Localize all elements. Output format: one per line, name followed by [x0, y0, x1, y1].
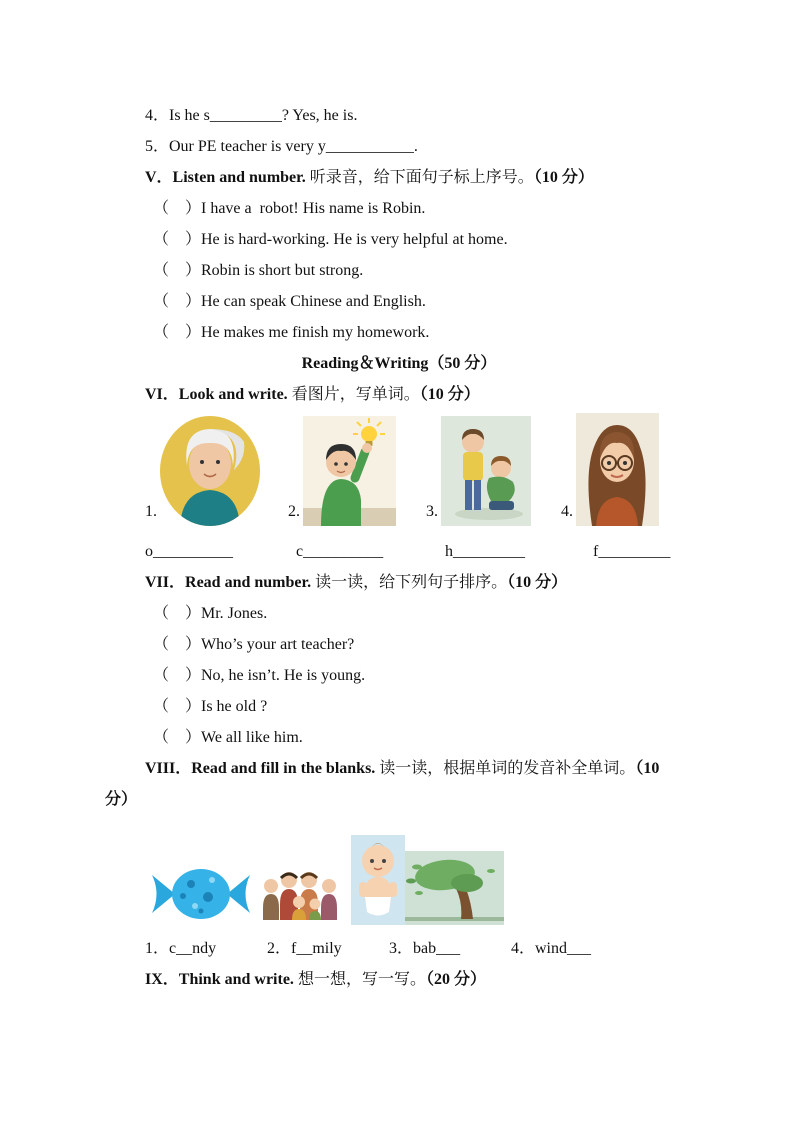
answer-word-4: 4．wind___: [511, 940, 592, 957]
section-vi-heading: [105, 379, 693, 410]
listen-item-1: （ ）I have a robot! His name is Robin.: [153, 200, 426, 217]
section-v-title-zh: 听录音，给下面句子标上序号。: [305, 169, 534, 186]
answer-word-1: 1．c__ndy: [145, 940, 217, 957]
baby-image: [351, 835, 405, 925]
helpful-children-image: [441, 416, 531, 526]
listen-item-3: （ ）Robin is short but strong.: [153, 262, 364, 279]
blank-word-4: f_________: [593, 543, 671, 560]
section-vi-picture-row: [105, 413, 693, 526]
section-viii-picture-row: [105, 835, 693, 925]
section-ix-title-en: IX．Think and write.: [145, 971, 294, 988]
section-ix-score: （20 分）: [425, 971, 486, 988]
section-v-heading: [105, 162, 693, 193]
picture-number-2: 2.: [288, 503, 300, 520]
baby-icon: [351, 835, 405, 925]
section-vii-title-zh: 读一读，给下列句子排序。: [311, 574, 508, 591]
helpful-children-icon: [441, 416, 531, 526]
picture-number-3: 3.: [426, 503, 438, 520]
section-viii-answers: [105, 933, 693, 964]
friendly-girl-image: [576, 413, 659, 526]
order-item-5: （ ）We all like him.: [153, 729, 303, 746]
picture-number-4: 4.: [561, 503, 573, 520]
section-v-score: （10 分）: [533, 169, 594, 186]
blank-word-1: o__________: [145, 543, 233, 560]
listen-item-4: （ ）He can speak Chinese and English.: [153, 293, 426, 310]
candy-image: [145, 863, 257, 925]
question-5: 5．Our PE teacher is very y___________.: [145, 138, 418, 155]
section-vii-title-en: VII．Read and number.: [145, 574, 312, 591]
order-item-3: （ ）No, he isn’t. He is young.: [153, 667, 366, 684]
listen-item-2: （ ）He is hard-working. He is very helpful at home.: [153, 231, 508, 248]
section-vi-title-zh: 看图片，写单词。: [287, 386, 420, 403]
picture-number-1: 1.: [145, 503, 157, 520]
windy-tree-image: [405, 851, 504, 925]
candy-icon: [145, 863, 257, 925]
family-icon: [257, 868, 351, 925]
old-woman-image: [160, 416, 260, 526]
section-vi-title-en: VI．Look and write.: [145, 386, 288, 403]
section-ix-title-zh: 想一想，写一写。: [293, 971, 426, 988]
picture-cell-3: [426, 416, 531, 526]
section-viii-heading-line1: [105, 753, 693, 784]
answer-word-2: 2．f__mily: [267, 940, 342, 957]
section-viii-score-part1: （10: [635, 760, 660, 777]
picture-cell-1: [145, 416, 260, 526]
section-ix-heading: [105, 964, 693, 995]
section-v-title-en: V．Listen and number.: [145, 169, 306, 186]
family-image: [257, 868, 351, 925]
section-viii-title-zh: 读一读，根据单词的发音补全单词。: [375, 760, 636, 777]
friendly-girl-icon: [576, 413, 659, 526]
section-viii-title-en: VIII．Read and fill in the blanks.: [145, 760, 376, 777]
section-viii-heading-line2: [105, 784, 693, 815]
order-item-2: （ ）Who’s your art teacher?: [153, 636, 355, 653]
clever-boy-image: [303, 416, 396, 526]
blank-word-2: c__________: [296, 543, 384, 560]
section-vii-score: （10 分）: [507, 574, 568, 591]
section-viii-score-part2: 分）: [105, 791, 138, 808]
question-4: 4．Is he s_________? Yes, he is.: [145, 107, 358, 124]
reading-writing-header: Reading＆Writing（50 分）: [301, 355, 497, 372]
blank-word-3: h_________: [445, 543, 525, 560]
windy-tree-icon: [405, 851, 504, 925]
picture-cell-2: [288, 416, 396, 526]
order-item-4: （ ）Is he old ?: [153, 698, 268, 715]
old-woman-icon: [160, 416, 260, 526]
order-item-1: （ ）Mr. Jones.: [153, 605, 268, 622]
section-vi-score: （10 分）: [419, 386, 480, 403]
answer-word-3: 3．bab___: [389, 940, 461, 957]
section-vii-heading: [105, 567, 693, 598]
clever-boy-icon: [303, 416, 396, 526]
picture-cell-4: [561, 413, 659, 526]
section-vi-blanks: [105, 536, 693, 567]
listen-item-5: （ ）He makes me finish my homework.: [153, 324, 430, 341]
